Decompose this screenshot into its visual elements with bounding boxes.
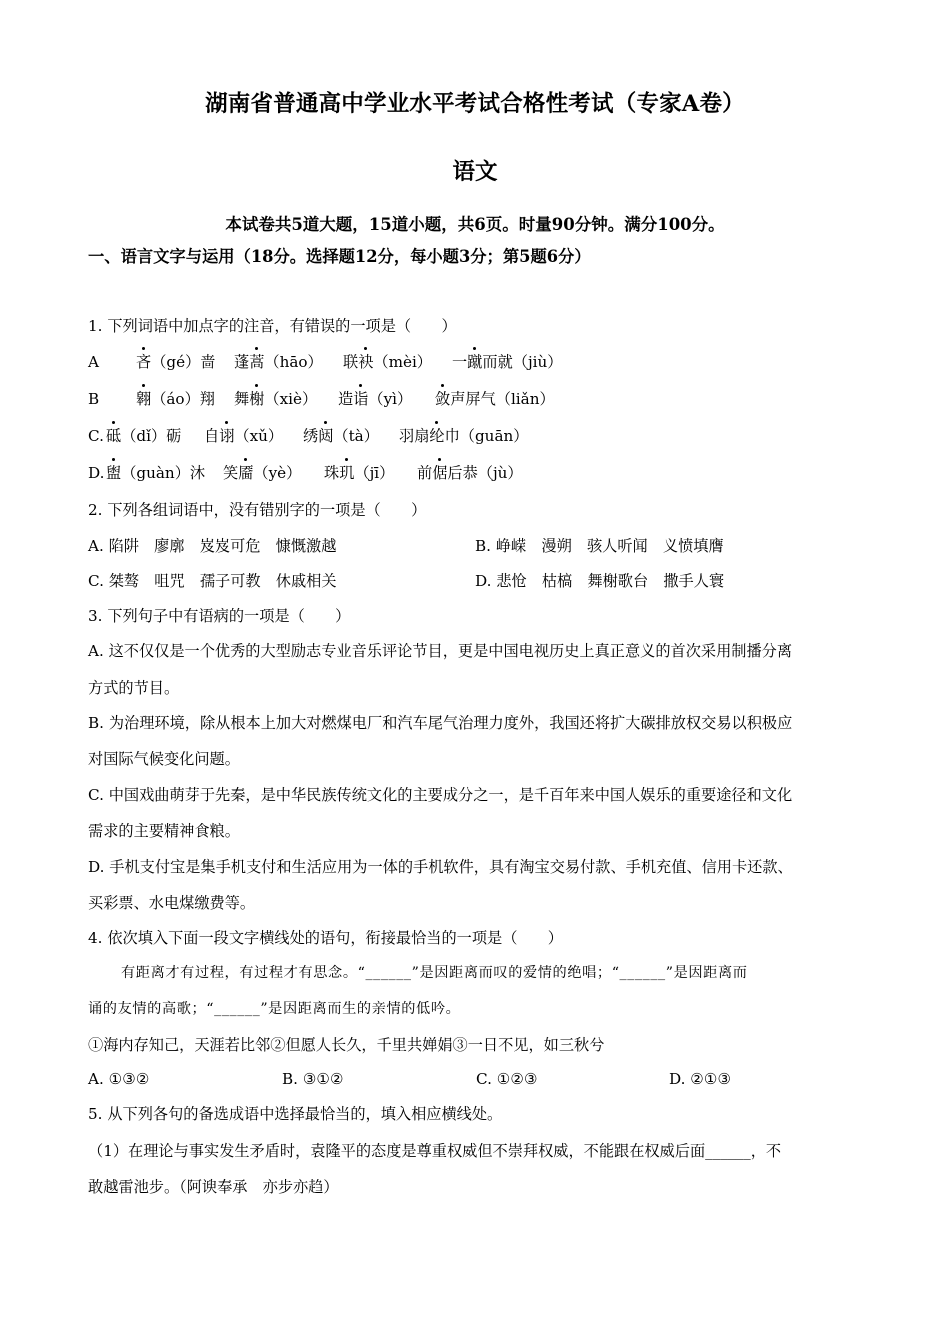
word: 敛声屏气（liǎn） (435, 390, 555, 408)
q5-sentence1-line2: 敢越雷池步。（阿谀奉承 亦步亦趋） (88, 1178, 339, 1196)
dotted-char: 玑 (339, 464, 355, 482)
word: 蓬蒿（hāo） (234, 353, 323, 371)
word: 翱（áo）翔 (136, 390, 215, 408)
dotted-char: 诩 (219, 427, 235, 445)
word: 前倨后恭（jù） (417, 464, 523, 482)
q3-option-b-line1: B. 为治理环境，除从根本上加大对燃煤电厂和汽车尾气治理力度外，我国还将扩大碳排放权交易以积极应 (88, 714, 793, 732)
q3-option-a-line2: 方式的节目。 (88, 679, 180, 697)
word: 自诩（xǔ） (204, 427, 284, 445)
option-label: A (88, 353, 99, 371)
section-heading: 一、语言文字与运用（18分。选择题12分，每小题3分；第5题6分） (88, 247, 591, 266)
q4-option-a: A. ①③② (88, 1070, 150, 1088)
word: 绣闼（tà） (303, 427, 379, 445)
word: 盥（guàn）沐 (106, 464, 206, 482)
q2-option-b: B. 峥嵘 漫朔 骇人听闻 义愤填膺 (475, 537, 724, 555)
word: 舞榭（xiè） (234, 390, 318, 408)
dotted-char: 蹴 (467, 353, 483, 371)
exam-title: 湖南省普通高中学业水平考试合格性考试（专家A卷） (205, 91, 745, 117)
option-label: D. (88, 464, 105, 482)
q3-option-c-line2: 需求的主要精神食粮。 (88, 822, 240, 840)
dotted-char: 纶 (429, 427, 445, 445)
word: 珠玑（jī） (324, 464, 395, 482)
q2-option-c: C. 桀骜 咀咒 孺子可教 休戚相关 (88, 572, 337, 590)
word: 吝（gé）啬 (136, 353, 216, 371)
dotted-char: 砥 (106, 427, 122, 445)
dotted-char: 倨 (432, 464, 448, 482)
word: 羽扇纶巾（guān） (399, 427, 529, 445)
option-label: B (88, 390, 100, 408)
q2-stem: 2. 下列各组词语中，没有错别字的一项是（ ） (88, 501, 427, 519)
word: 砥（dǐ）砺 (106, 427, 182, 445)
dotted-char: 靥 (238, 464, 254, 482)
dotted-char: 闼 (318, 427, 334, 445)
q4-stem: 4. 依次填入下面一段文字横线处的语句，衔接最恰当的一项是（ ） (88, 929, 563, 947)
dotted-char: 诣 (353, 390, 369, 408)
q3-stem: 3. 下列句子中有语病的一项是（ ） (88, 607, 351, 625)
q2-option-a: A. 陷阱 廖廓 岌岌可危 慷慨激越 (88, 537, 337, 555)
q4-option-b: B. ③①② (282, 1070, 344, 1088)
word: 联袂（mèi） (343, 353, 432, 371)
word: 一蹴而就（jiù） (452, 353, 563, 371)
q3-option-c-line1: C. 中国戏曲萌芽于先秦，是中华民族传统文化的主要成分之一，是千百年来中国人娱乐的重要途径和文化 (88, 786, 793, 804)
q1-stem: 1. 下列词语中加点字的注音，有错误的一项是（ ） (88, 317, 457, 335)
subject-title: 语文 (452, 159, 498, 185)
q4-choices: ①海内存知己，天涯若比邻②但愿人长久，千里共婵娟③一日不见，如三秋兮 (88, 1036, 605, 1054)
q2-option-d: D. 悲怆 枯槁 舞榭歌台 撒手人寰 (475, 572, 725, 590)
q4-option-d: D. ②①③ (669, 1070, 732, 1088)
dotted-char: 盥 (106, 464, 122, 482)
dotted-char: 敛 (435, 390, 451, 408)
dotted-char: 榭 (249, 390, 265, 408)
q4-passage-line2: 诵的友情的高歌；“______”是因距离而生的亲情的低吟。 (88, 1001, 461, 1017)
q4-passage-line1: 有距离才有过程，有过程才有思念。“______”是因距离而叹的爱情的绝唱；“______”是因距离而 (121, 965, 748, 981)
dotted-char: 吝 (136, 353, 152, 371)
dotted-char: 翱 (136, 390, 152, 408)
word: 造诣（yì） (338, 390, 413, 408)
exam-info: 本试卷共5道大题，15道小题，共6页。时量90分钟。满分100分。 (225, 215, 725, 234)
option-label: C. (88, 427, 104, 445)
q3-option-b-line2: 对国际气候变化问题。 (88, 750, 240, 768)
q5-sentence1-line1: （1）在理论与事实发生矛盾时，袁隆平的态度是尊重权威但不崇拜权威，不能跟在权威后面______，不 (88, 1142, 782, 1160)
dotted-char: 袂 (358, 353, 374, 371)
q3-option-d-line2: 买彩票、水电煤缴费等。 (88, 894, 256, 912)
q3-option-a-line1: A. 这不仅仅是一个优秀的大型励志专业音乐评论节目，更是中国电视历史上真正意义的首次采用制播分离 (88, 642, 793, 660)
q4-option-c: C. ①②③ (476, 1070, 538, 1088)
q5-stem: 5. 从下列各句的备选成语中选择最恰当的，填入相应横线处。 (88, 1105, 503, 1123)
dotted-char: 蒿 (249, 353, 265, 371)
word: 笑靥（yè） (223, 464, 302, 482)
q3-option-d-line1: D. 手机支付宝是集手机支付和生活应用为一体的手机软件，具有淘宝交易付款、手机充值、信用卡还款、 (88, 858, 793, 876)
